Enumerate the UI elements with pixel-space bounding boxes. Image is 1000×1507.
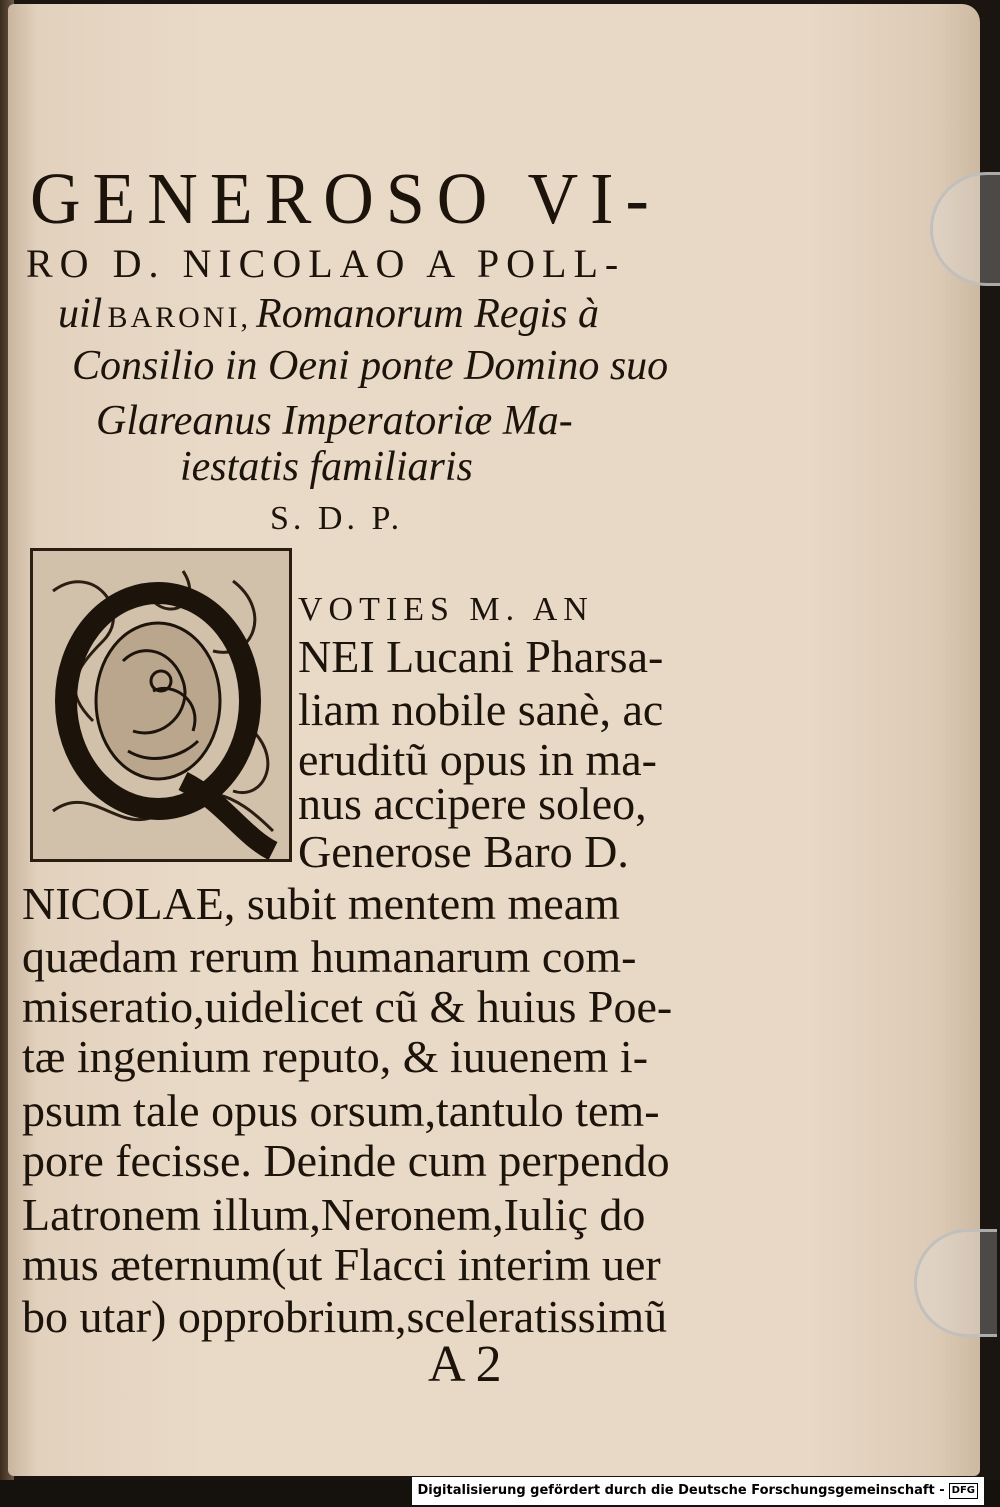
body-line-10: tæ ingenium reputo, & iuuenem i- (22, 1031, 649, 1082)
body-line-6: Generose Baro D. (298, 826, 629, 877)
heading-line-3-prefix: uil (58, 291, 103, 337)
body-line-9: miseratio,uidelicet cũ & huius Poe- (22, 981, 673, 1032)
heading-line-5: Glareanus Imperatoriæ Ma- (96, 398, 573, 444)
dfg-logo-icon: DFG (949, 1483, 978, 1499)
body-line-15: bo utar) opprobrium,sceleratissimũ (22, 1291, 668, 1342)
heading-line-7: S. D. P. (270, 500, 404, 537)
signature-mark: A 2 (428, 1336, 502, 1393)
body-line-14: mus æternum(ut Flacci interim uer (22, 1239, 661, 1290)
heading-line-3 (58, 290, 599, 338)
body-line-13: Latronem illum,Neronem,Iuliç do (22, 1189, 646, 1240)
heading-line-2: RO D. NICOLAO A POLL- (26, 241, 626, 286)
body-line-11: psum tale opus orsum,tantulo tem- (22, 1085, 660, 1136)
body-line-4: eruditũ opus in ma- (298, 734, 657, 785)
body-line-7: NICOLAE, subit mentem meam (22, 878, 620, 929)
body-line-12: pore fecisse. Deinde cum perpendo (22, 1135, 670, 1186)
heading-line-3-caps: BARONI, (107, 301, 251, 334)
heading-line-6: iestatis familiaris (180, 444, 473, 490)
heading-line-3-italic: Romanorum Regis à (256, 291, 600, 337)
body-line-1: VOTIES M. AN (298, 591, 594, 628)
page-clip-top (930, 172, 1000, 286)
digitization-credit: Digitalisierung gefördert durch die Deutsche Forschungsgemeinschaft - DFG (412, 1477, 985, 1505)
page-clip-bottom (914, 1229, 997, 1337)
ornament-q-icon (33, 551, 289, 859)
decorated-initial-q (30, 548, 292, 862)
scan-bottom-bar (0, 1480, 1000, 1507)
body-line-8: quædam rerum humanarum com- (22, 931, 637, 982)
body-line-5: nus accipere soleo, (298, 778, 647, 829)
body-line-3: liam nobile sanè, ac (298, 684, 664, 735)
body-line-2: NEI Lucani Pharsa- (298, 631, 664, 682)
heading-line-4: Consilio in Oeni ponte Domino suo (72, 343, 669, 389)
heading-line-1: GENEROSO VI- (30, 159, 661, 240)
